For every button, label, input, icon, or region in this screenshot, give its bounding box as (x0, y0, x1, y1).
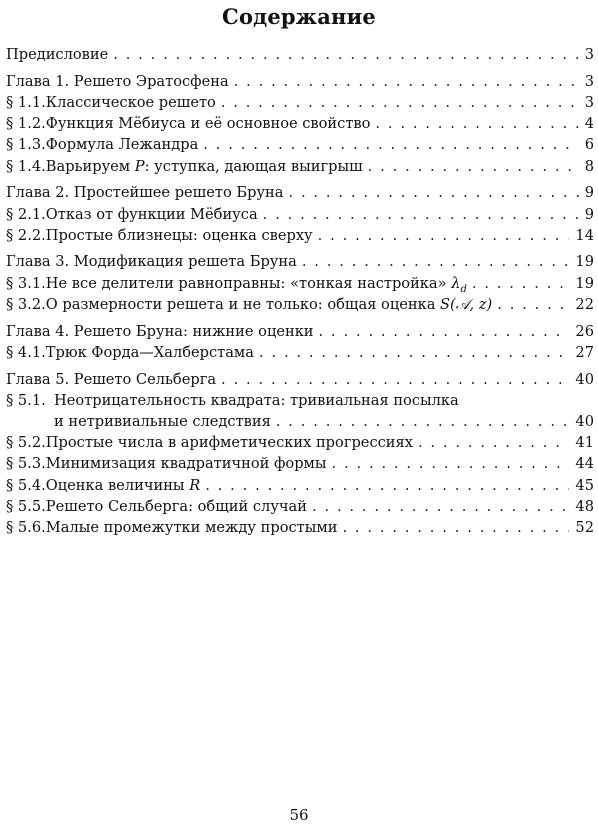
section-number: § 5.1. (6, 391, 46, 409)
toc-entry-section-1-4[interactable] (6, 156, 594, 177)
math-variable: λ (451, 274, 461, 292)
toc-entry-label: и нетривиальные следствия (54, 412, 271, 430)
math-expression: S(𝒜, z) (440, 295, 493, 313)
dot-leader (271, 411, 570, 432)
toc-entry-label: Формула Лежандра (45, 136, 199, 154)
toc-page-number: 3 (584, 46, 594, 63)
table-of-contents (6, 44, 594, 538)
dot-leader (297, 251, 570, 272)
toc-entry-preface[interactable] (6, 44, 594, 65)
dot-leader (229, 71, 579, 92)
toc-entry-label (46, 294, 492, 315)
toc-page-number: 19 (575, 253, 594, 271)
math-variable: P (134, 157, 145, 175)
dot-leader (200, 475, 569, 496)
toc-page-number: 9 (584, 184, 594, 202)
page-title: Содержание (222, 4, 376, 29)
toc-page-number: 3 (584, 72, 594, 90)
dot-leader (467, 273, 570, 294)
section-number: § 3.1. (6, 274, 46, 292)
section-number: § 2.1. (6, 205, 46, 223)
toc-entry-label: Функция Мёбиуса и её основное свойство (45, 115, 371, 133)
section-number: § 3.2. (6, 295, 46, 313)
toc-entry-section-5-1-continued[interactable] (6, 411, 594, 432)
toc-page-number: 3 (584, 93, 594, 111)
page-number: 56 (289, 806, 309, 824)
dot-leader (314, 321, 570, 342)
toc-page-number: 48 (575, 497, 594, 515)
toc-entry-section-1-2[interactable] (6, 113, 594, 134)
toc-entry-label: Малые промежутки между простыми (45, 518, 338, 536)
toc-page-number: 6 (584, 136, 594, 154)
label-part: Оценка величины (45, 476, 190, 494)
dot-leader (108, 44, 578, 65)
toc-page-number: 19 (575, 274, 594, 292)
label-part: О размерности решета и не только: общая оценка (45, 295, 441, 313)
toc-page-number: 40 (575, 370, 594, 388)
toc-entry-label: Классическое решето (45, 93, 216, 111)
toc-entry-label: Отказ от функции Мёбиуса (45, 205, 258, 223)
math-subscript: d (460, 283, 467, 295)
toc-page-number: 52 (575, 518, 594, 536)
section-number: § 5.2. (6, 434, 46, 452)
toc-page-number: 40 (575, 412, 594, 430)
toc-entry-section-5-1[interactable] (6, 390, 594, 411)
toc-entry-section-3-2[interactable] (6, 294, 594, 315)
toc-entry-chapter-4[interactable] (6, 321, 594, 342)
toc-page-number: 14 (575, 226, 594, 244)
dot-leader (198, 134, 578, 155)
dot-leader (327, 453, 570, 474)
section-number: § 4.1. (6, 343, 46, 361)
toc-page-number: 27 (575, 343, 594, 361)
toc-entry-label: Глава 2. Простейшее решето Бруна (6, 184, 284, 202)
toc-entry-section-3-1[interactable] (6, 273, 594, 294)
toc-entry-label: Минимизация квадратичной формы (45, 455, 327, 473)
toc-entry-section-4-1[interactable] (6, 342, 594, 363)
section-number: § 5.5. (6, 497, 46, 515)
section-number: § 1.3. (6, 136, 46, 154)
toc-page-number: 41 (575, 434, 594, 452)
toc-entry-label (46, 156, 363, 177)
toc-entry-label: Простые числа в арифметических прогрессиях (45, 434, 413, 452)
math-variable: R (189, 476, 201, 494)
toc-entry-label: Неотрицательность квадрата: тривиальная посылка (54, 391, 459, 409)
toc-entry-section-5-3[interactable] (6, 453, 594, 474)
toc-page-number: 45 (575, 476, 594, 494)
toc-entry-chapter-3[interactable] (6, 251, 594, 272)
toc-entry-section-5-6[interactable] (6, 517, 594, 538)
section-number: § 1.1. (6, 93, 46, 111)
label-part: Варьируем (45, 157, 135, 175)
section-number: § 1.4. (6, 157, 46, 175)
dot-leader (413, 432, 569, 453)
toc-entry-section-2-2[interactable] (6, 225, 594, 246)
toc-entry-section-2-1[interactable] (6, 204, 594, 225)
dot-leader (254, 342, 569, 363)
label-part: : уступка, дающая выигрыш (144, 157, 363, 175)
toc-entry-section-1-1[interactable] (6, 92, 594, 113)
dot-leader (492, 294, 569, 315)
toc-entry-section-5-4[interactable] (6, 475, 594, 496)
toc-page-number: 44 (575, 455, 594, 473)
toc-entry-label (46, 475, 200, 496)
toc-entry-section-5-2[interactable] (6, 432, 594, 453)
toc-page-number: 8 (584, 157, 594, 175)
toc-entry-label: Предисловие (6, 46, 109, 63)
toc-entry-label: Глава 1. Решето Эратосфена (6, 72, 229, 90)
dot-leader (370, 113, 578, 134)
section-number: § 5.6. (6, 518, 46, 536)
dot-leader (363, 156, 579, 177)
toc-entry-chapter-5[interactable] (6, 369, 594, 390)
dot-leader (313, 225, 570, 246)
toc-entry-section-1-3[interactable] (6, 134, 594, 155)
toc-entry-label: Простые близнецы: оценка сверху (45, 226, 313, 244)
toc-page-number: 26 (575, 322, 594, 340)
toc-page-number: 9 (584, 205, 594, 223)
dot-leader (337, 517, 569, 538)
label-part: Не все делители равноправны: «тонкая настройка» (45, 274, 452, 292)
toc-entry-label: Трюк Форда—Халберстама (45, 343, 254, 361)
toc-entry-label: Глава 3. Модификация решета Бруна (6, 253, 297, 271)
toc-entry-chapter-1[interactable] (6, 71, 594, 92)
dot-leader (216, 369, 569, 390)
toc-entry-label: Решето Сельберга: общий случай (45, 497, 307, 515)
dot-leader (307, 496, 569, 517)
section-number: § 2.2. (6, 226, 46, 244)
section-number: § 5.4. (6, 476, 46, 494)
toc-page-number: 4 (584, 115, 594, 133)
dot-leader (258, 204, 579, 225)
toc-page-number: 22 (575, 295, 594, 313)
dot-leader (283, 182, 578, 203)
dot-leader (216, 92, 579, 113)
toc-entry-section-5-5[interactable] (6, 496, 594, 517)
toc-entry-label: Глава 4. Решето Бруна: нижние оценки (6, 322, 314, 340)
section-number: § 5.3. (6, 455, 46, 473)
section-number: § 1.2. (6, 115, 46, 133)
toc-entry-chapter-2[interactable] (6, 182, 594, 203)
toc-entry-label: Глава 5. Решето Сельберга (6, 370, 217, 388)
